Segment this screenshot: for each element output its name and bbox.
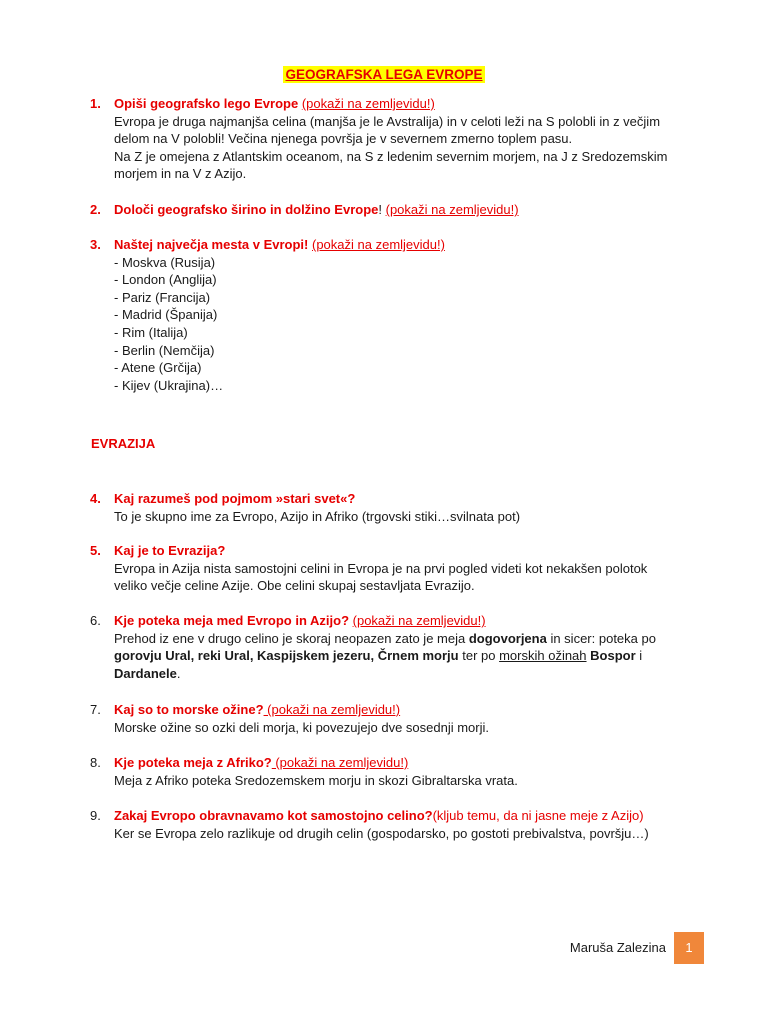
question-number: 8. [90,755,101,770]
answer: Evropa in Azija nista samostojni celini in Evropa je na prvi pogled videti kot nekakšen polotok veliko večje celine Azije. Obe celini skupaj sestavljata Evrazijo. [114,560,648,594]
question-text: Kaj je to Evrazija? [114,543,226,558]
list-item: - London (Anglija) [114,272,217,288]
answer-text: ter po [458,648,500,664]
question-4 [90,490,674,525]
question-text: Zakaj Evropo obravnavamo kot samostojno celino? [114,808,433,823]
title-wrap [0,66,768,84]
answer-bold: dogovorjena [468,630,547,646]
question-5 [90,542,674,595]
question-number: 1. [90,96,101,111]
answer-bold: Dardanele [114,665,177,681]
question-number: 5. [90,543,101,558]
map-hint: (pokaži na zemljevidu!) [352,613,486,628]
answer-bold: gorovju Ural, reki Ural, Kaspijskem jezeru, Črnem morju [114,648,459,664]
question-note: (kljub temu, da ni jasne meje z Azijo) [432,808,644,823]
question-text: Kje poteka meja z Afriko? [114,755,272,770]
map-hint: (pokaži na zemljevidu!) [271,755,409,770]
map-hint: (pokaži na zemljevidu!) [385,202,519,217]
question-3 [90,236,674,394]
answer-text: i [635,648,643,664]
answer-paragraph: Na Z je omejena z Atlantskim oceanom, na S z ledenim severnim morjem, na J z Sredozemskim morjem in na V z Azijo. [114,148,668,182]
map-hint: (pokaži na zemljevidu!) [301,96,435,111]
question-text: Kje poteka meja med Evropo in Azijo? [114,613,350,628]
answer-paragraph: Evropa je druga najmanjša celina (manjša je le Avstralija) in v celoti leži na S polobli in z večjim delom na V polobli! Večina njenega površja je v severnem zmerno toplem pasu. [114,113,661,147]
question-number: 9. [90,808,101,823]
question-7 [90,701,674,736]
footer-author: Maruša Zalezina [569,940,666,955]
question-9 [90,807,674,842]
list-item: - Moskva (Rusija) [114,254,216,270]
answer [114,630,674,683]
exclamation: ! [378,202,382,217]
list-item: - Madrid (Španija) [114,307,218,323]
question-text: Opiši geografsko lego Evrope [114,96,299,111]
question-number: 3. [90,237,101,252]
list-item: - Pariz (Francija) [114,289,211,305]
question-number: 6. [90,613,101,628]
map-hint: (pokaži na zemljevidu!) [312,237,445,252]
map-hint: (pokaži na zemljevidu!) [263,702,401,717]
answer [114,113,674,183]
question-number: 4. [90,491,101,506]
question-number: 2. [90,202,101,217]
question-8 [90,754,674,789]
question-2 [90,201,674,219]
question-text: Kaj so to morske ožine? [114,702,264,717]
question-text: Naštej največja mesta v Evropi! [114,237,309,252]
answer-text: in sicer: poteka po [546,630,656,646]
list-item: - Atene (Grčija) [114,360,202,376]
answer: Ker se Evropa zelo razlikuje od drugih celin (gospodarsko, po gostoti prebivalstva, površju…) [114,825,649,841]
list-item: - Kijev (Ukrajina)… [114,377,224,393]
question-text: Kaj razumeš pod pojmom »stari svet«? [114,491,356,506]
section-heading: EVRAZIJA [91,436,156,451]
answer: Morske ožine so ozki deli morja, ki povezujejo dve sosednji morji. [114,719,489,735]
list-item: - Rim (Italija) [114,324,188,340]
answer-bold: Bospor [590,648,636,664]
page-number: 1 [674,932,704,964]
question-text: Določi geografsko širino in dolžino Evrope [114,202,379,217]
question-1 [90,95,674,183]
city-list [114,254,674,395]
question-number: 7. [90,702,101,717]
document-title: GEOGRAFSKA LEGA EVROPE [285,67,483,82]
list-item: - Berlin (Nemčija) [114,342,215,358]
answer-text: Prehod iz ene v drugo celino je skoraj neopazen zato je meja [114,630,469,646]
question-6 [90,612,674,682]
answer-underline: morskih ožinah [499,648,587,664]
answer: To je skupno ime za Evropo, Azijo in Afriko (trgovski stiki…svilnata pot) [114,508,521,524]
answer-text: . [176,665,181,681]
answer: Meja z Afriko poteka Sredozemskem morju in skozi Gibraltarska vrata. [114,772,518,788]
